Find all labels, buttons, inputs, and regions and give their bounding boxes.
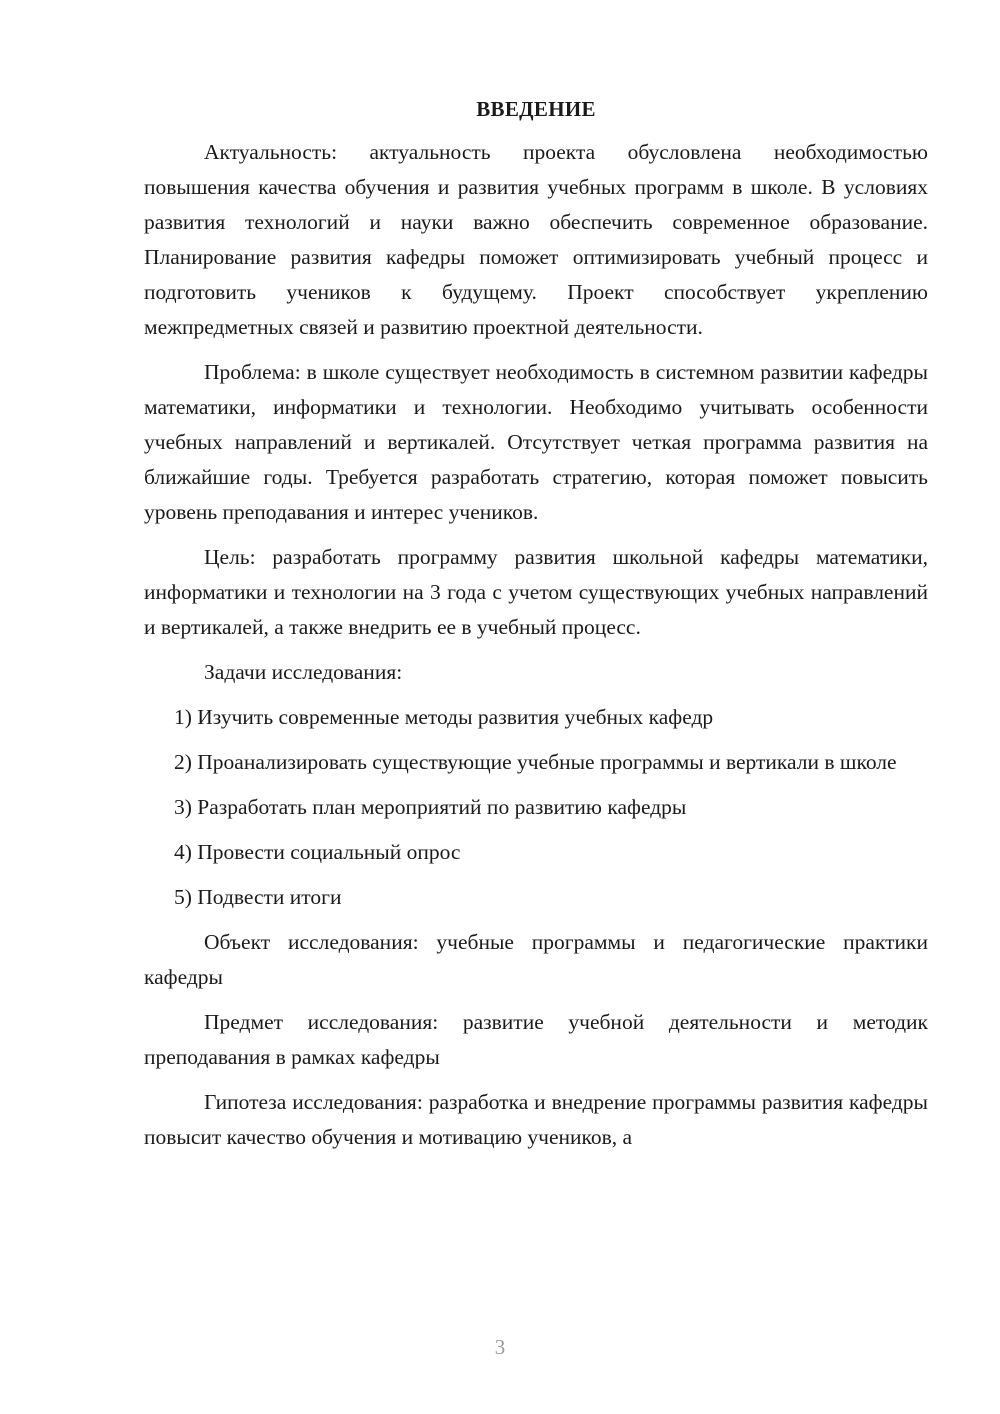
paragraph-problem: Проблема: в школе существует необходимость в системном развитии кафедры математики, информатики и технологии. Необходимо учитывать особенности учебных направлений и вертикалей. Отсутствует четкая программа развития на ближайшие годы. Требуется разработать стратегию, которая поможет повысить уровень преподавания и интерес учеников. <box>144 360 928 524</box>
page-title: ВВЕДЕНИЕ <box>476 97 596 121</box>
list-item: 4) Провести социальный опрос <box>174 840 461 864</box>
list-item: 1) Изучить современные методы развития учебных кафедр <box>174 705 714 729</box>
task-list <box>144 700 928 915</box>
paragraph-object: Объект исследования: учебные программы и педагогические практики кафедры <box>144 930 928 989</box>
page-content <box>144 92 928 1165</box>
list-item: 5) Подвести итоги <box>174 885 342 909</box>
paragraph-tasks-heading: Задачи исследования: <box>204 660 403 684</box>
list-item: 2) Проанализировать существующие учебные программы и вертикали в школе <box>174 750 897 774</box>
page-number: 3 <box>494 1335 506 1359</box>
paragraph-goal: Цель: разработать программу развития школьной кафедры математики, информатики и технологии на 3 года с учетом существующих учебных направлений и вертикалей, а также внедрить ее в учебный процесс. <box>144 545 928 639</box>
paragraph-relevance: Актуальность: актуальность проекта обусловлена необходимостью повышения качества обучения и развития учебных программ в школе. В условиях развития технологий и науки важно обеспечить современное образование. Планирование развития кафедры поможет оптимизировать учебный процесс и подготовить учеников к будущему. Проект способствует укреплению межпредметных связей и развитию проектной деятельности. <box>144 140 928 339</box>
paragraph-hypothesis: Гипотеза исследования: разработка и внедрение программы развития кафедры повысит качество обучения и мотивацию учеников, а <box>144 1090 928 1149</box>
paragraph-subject: Предмет исследования: развитие учебной деятельности и методик преподавания в рамках кафедры <box>144 1010 928 1069</box>
list-item: 3) Разработать план мероприятий по развитию кафедры <box>174 795 687 819</box>
